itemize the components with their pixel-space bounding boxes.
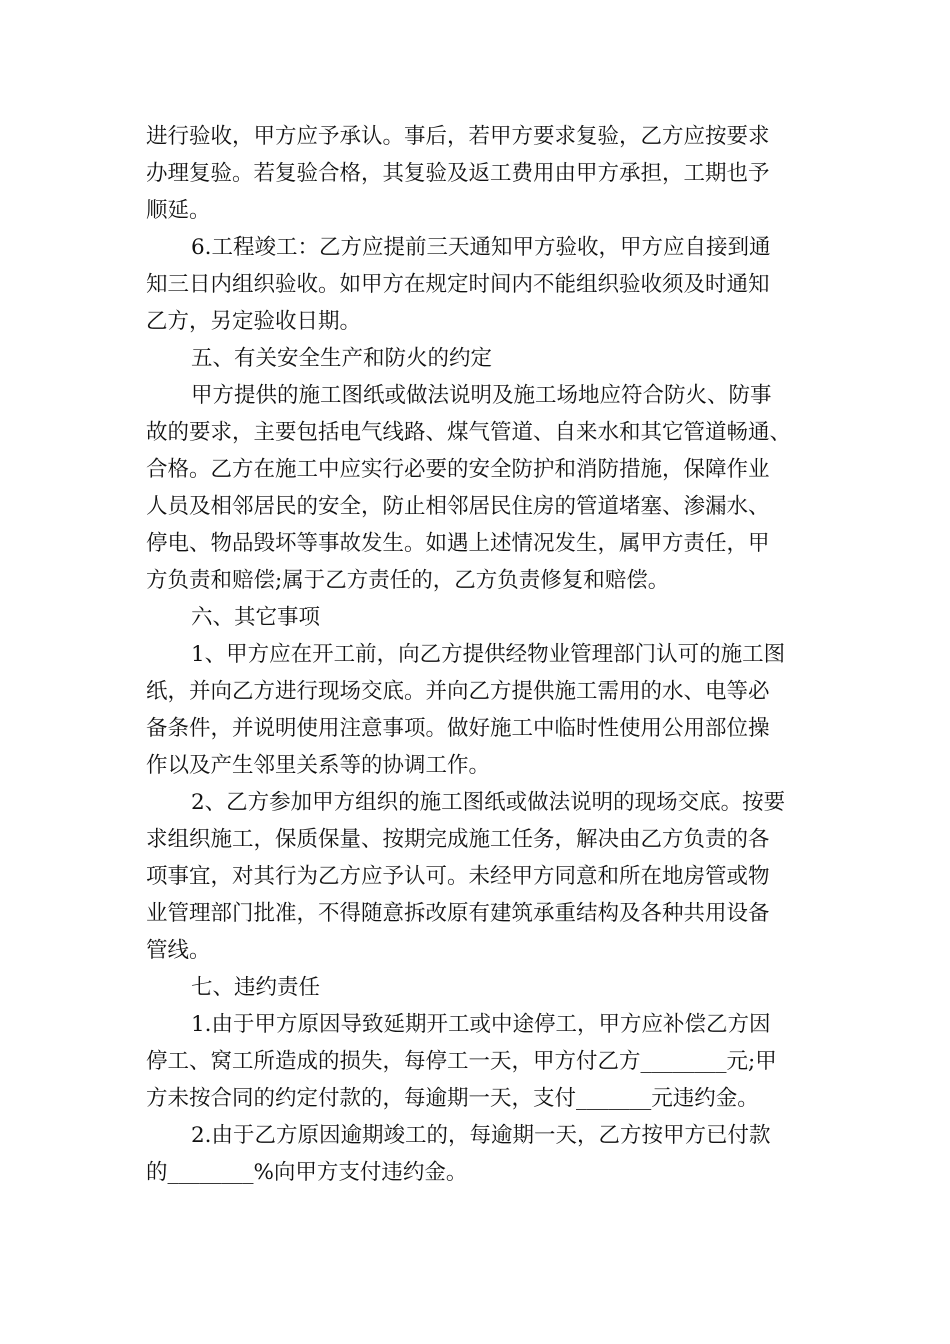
text-line: 合格。乙方在施工中应实行必要的安全防护和消防措施，保障作业 [146,457,770,482]
text-line: 乙方，另定验收日期。 [146,309,362,334]
text-line: 人员及相邻居民的安全，防止相邻居民住房的管道堵塞、渗漏水、 [146,494,770,519]
text-line: 备条件，并说明使用注意事项。做好施工中临时性使用公用部位操 [146,716,770,741]
text-line: 项事宜，对其行为乙方应予认可。未经甲方同意和所在地房管或物 [146,864,770,889]
text-line: 1.由于甲方原因导致延期开工或中途停工，甲方应补偿乙方因 [191,1012,771,1037]
text-line: 2、乙方参加甲方组织的施工图纸或做法说明的现场交底。按要 [191,790,786,815]
text-line: 停工、窝工所造成的损失，每停工一天，甲方付乙方________元;甲 [146,1049,777,1074]
document-page [146,118,812,1191]
text-line: 故的要求，主要包括电气线路、煤气管道、自来水和其它管道畅通、 [146,420,792,445]
text-line: 方未按合同的约定付款的，每逾期一天，支付_______元违约金。 [146,1086,759,1111]
text-line: 1、甲方应在开工前，向乙方提供经物业管理部门认可的施工图 [191,642,786,667]
text-line: 作以及产生邻里关系等的协调工作。 [146,753,491,778]
text-line: 停电、物品毁坏等事故发生。如遇上述情况发生，属甲方责任，甲 [146,531,770,556]
text-line: 方负责和赔偿;属于乙方责任的，乙方负责修复和赔偿。 [146,568,670,593]
section-heading: 六、其它事项 [191,605,321,630]
section-heading: 五、有关安全生产和防火的约定 [191,346,493,371]
text-line: 的________%向甲方支付违约金。 [146,1160,468,1185]
text-line: 求组织施工，保质保量、按期完成施工任务，解决由乙方负责的各 [146,827,770,852]
text-line: 2.由于乙方原因逾期竣工的，每逾期一天，乙方按甲方已付款 [191,1123,771,1148]
text-line: 甲方提供的施工图纸或做法说明及施工场地应符合防火、防事 [191,383,772,408]
text-line: 管线。 [146,938,211,963]
section-heading: 七、违约责任 [191,975,321,1000]
text-line: 顺延。 [146,198,211,223]
text-line: 6.工程竣工：乙方应提前三天通知甲方验收，甲方应自接到通 [191,235,771,260]
text-line: 业管理部门批准，不得随意拆改原有建筑承重结构及各种共用设备 [146,901,770,926]
text-line: 进行验收，甲方应予承认。事后，若甲方要求复验，乙方应按要求 [146,124,770,149]
text-line: 办理复验。若复验合格，其复验及返工费用由甲方承担，工期也予 [146,161,770,186]
text-line: 纸，并向乙方进行现场交底。并向乙方提供施工需用的水、电等必 [146,679,770,704]
text-line: 知三日内组织验收。如甲方在规定时间内不能组织验收须及时通知 [146,272,770,297]
